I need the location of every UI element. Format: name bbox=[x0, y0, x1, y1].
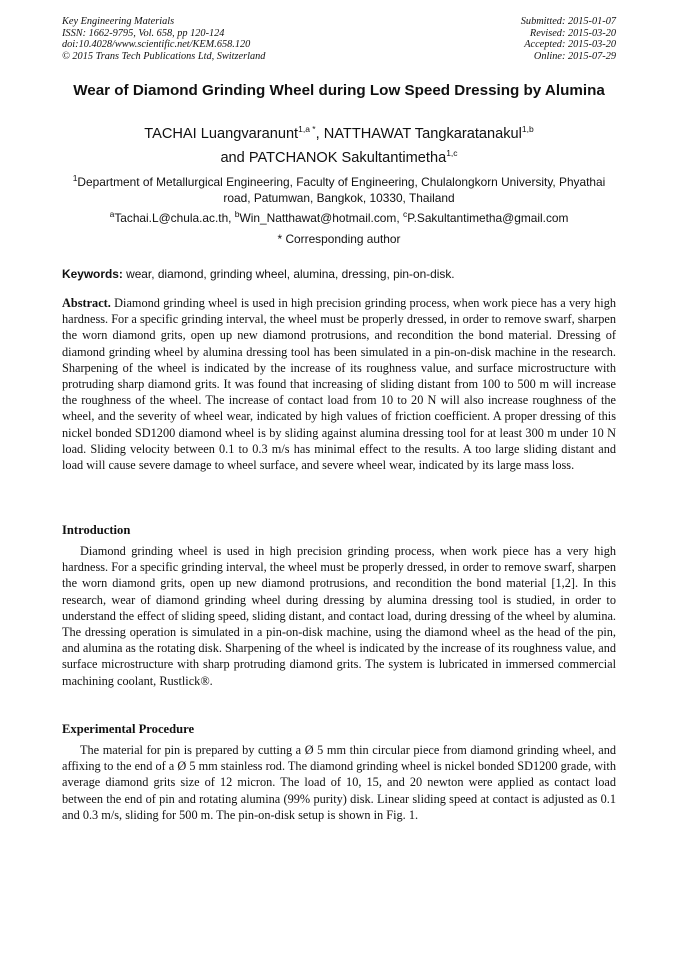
issn: ISSN: 1662-9795, Vol. 658, pp 120-124 bbox=[62, 27, 225, 39]
author-separator: , bbox=[315, 126, 324, 142]
email-a-sup: a bbox=[109, 209, 115, 220]
email-b: Win_Natthawat@hotmail.com, bbox=[239, 211, 403, 225]
email-list bbox=[62, 210, 616, 226]
author-list bbox=[62, 122, 616, 170]
corresponding-author: * Corresponding author bbox=[277, 232, 401, 246]
online-date: Online: 2015-07-29 bbox=[533, 50, 616, 62]
affiliation bbox=[62, 174, 616, 206]
submitted-date: Submitted: 2015-01-07 bbox=[520, 16, 616, 27]
copyright: © 2015 Trans Tech Publications Ltd, Switzerland bbox=[62, 50, 266, 62]
author-1: TACHAI Luangvaranunt bbox=[144, 126, 299, 142]
abstract bbox=[62, 295, 616, 473]
section-text-experimental: The material for pin is prepared by cutting a Ø 5 mm thin circular piece from diamond grinding wheel, and affixing to the end of a Ø 5 mm stainless rod. The diamond grinding wheel is nickel bonded SD1200 grade, with average diamond grits size of 12 micron. The load of 10, 15, and 20 newton were applied as contact load between the end of pin and rotating alumina (99% purity) disk. Linear sliding speed at contact is adjusted as 0.1 and 0.3 m/s, sliding for 500 m. The pin-on-disk setup is shown in Fig. 1. bbox=[62, 743, 616, 822]
paper-title: Wear of Diamond Grinding Wheel during Low Speed Dressing by Alumina bbox=[73, 82, 605, 99]
author-3-sup: 1,c bbox=[446, 148, 458, 159]
author-2: NATTHAWAT Tangkaratanakul bbox=[323, 126, 522, 142]
email-c-sup: c bbox=[402, 209, 408, 220]
affiliation-sup: 1 bbox=[72, 173, 78, 184]
keywords-label: Keywords: bbox=[62, 267, 123, 281]
accepted-date: Accepted: 2015-03-20 bbox=[524, 39, 616, 51]
author-and: and bbox=[220, 150, 249, 166]
abstract-label: Abstract. bbox=[62, 296, 111, 310]
author-1-sup: 1,a * bbox=[298, 124, 316, 135]
email-c: P.Sakultantimetha@gmail.com bbox=[407, 211, 569, 225]
header-journal-info bbox=[62, 16, 265, 62]
section-heading-experimental: Experimental Procedure bbox=[62, 722, 195, 736]
author-3: PATCHANOK Sakultantimetha bbox=[248, 150, 447, 166]
revised-date: Revised: 2015-03-20 bbox=[529, 27, 616, 39]
affiliation-text: Department of Metallurgical Engineering, Faculty of Engineering, Chulalongkorn University, Phyathai road, Patumwan, Bangkok, 10330, Thailand bbox=[77, 175, 606, 205]
abstract-text: Diamond grinding wheel is used in high precision grinding process, when work piece has a very high hardness. For a specific grinding interval, the wheel must be properly dressed, in order to remove swarf, sharpen the worn diamond grits, open up new diamond protrusions, and recondition the bond material. Dressing of diamond grinding wheel by alumina dressing tool has been simulated in a pin-on-disk machine in the research. Sharpening of the wheel is indicated by the increase of its roughness value, and surface microstructure with protruding sharp diamond grits. It was found that increasing of sliding distant from 100 to 500 m will increase the roughness of the wheel. The increase of contact load from 10 to 20 N will also increase roughness of the wheel, and the severity of wheel wear, indicated by high values of friction coefficient. A proper dressing of this nickel bonded SD1200 diamond wheel is by sliding against alumina dressing tool for at least 300 m under 10 N load. Sliding velocity between 0.1 to 0.3 m/s has minimal effect to the results. A too large sliding distant and load will cause severe damage to wheel surface, and severe wheel wear, indicated by its large mass loss. bbox=[62, 296, 616, 473]
keywords-text: wear, diamond, grinding wheel, alumina, dressing, pin-on-disk. bbox=[122, 267, 455, 281]
keywords bbox=[62, 266, 616, 282]
doi: doi:10.4028/www.scientific.net/KEM.658.120 bbox=[62, 39, 251, 51]
email-a: Tachai.L@chula.ac.th, bbox=[114, 211, 235, 225]
journal-name: Key Engineering Materials bbox=[62, 16, 175, 27]
email-b-sup: b bbox=[234, 209, 240, 220]
author-2-sup: 1,b bbox=[521, 124, 534, 135]
section-heading-introduction: Introduction bbox=[62, 523, 131, 537]
section-text-introduction: Diamond grinding wheel is used in high precision grinding process, when work piece has a very high hardness. For a specific grinding interval, the wheel must be properly dressed, in order to remove swarf, sharpen the worn diamond grits, open up new diamond protrusions, and recondition the bond material [1,2]. In this research, wear of diamond grinding wheel during dressing by alumina dressing tool is studied, in order to understand the effect of sliding speed, sliding distant, and contact load, during dressing of the wheel by alumina. The dressing operation is simulated in a pin-on-disk machine, using the diamond wheel as the head of the pin, and alumina as the rotating disk. Sharpening of the wheel is indicated by the increase of its roughness value, and surface microstructure with sharp protruding diamond grits. The system is lubricated in immersed commercial machining coolant, Rustlick®. bbox=[62, 544, 616, 688]
header-dates bbox=[521, 16, 616, 62]
